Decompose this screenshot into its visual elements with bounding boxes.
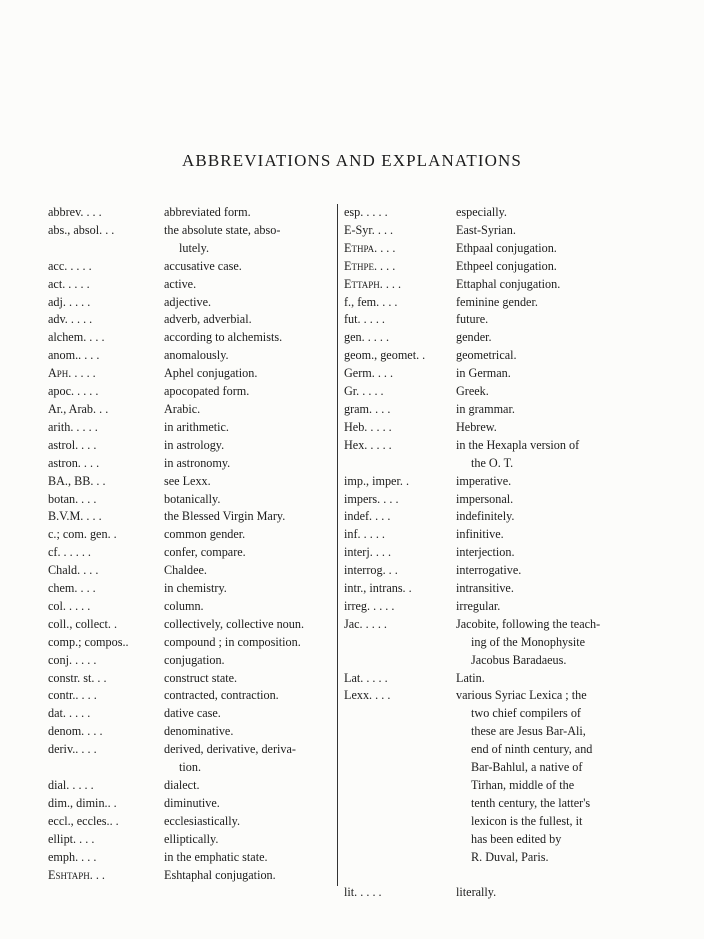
abbreviation-term: Aph. . . . .: [48, 366, 96, 381]
explanation-line: imperative.: [456, 473, 512, 488]
explanation-line: Hebrew.: [456, 419, 497, 434]
explanation-line: abbreviated form.: [164, 205, 251, 219]
abbreviation-explanation: [164, 616, 332, 634]
explanation-line: East-Syrian.: [456, 222, 516, 237]
explanation-line: column.: [164, 598, 204, 613]
explanation-line: Tirhan, middle of the: [471, 778, 575, 792]
explanation-line: interrogative.: [456, 563, 522, 578]
abbreviation-term: impers. . . .: [344, 491, 399, 506]
abbreviation-term: Ethpe. . . .: [344, 258, 396, 273]
abbreviation-term: botan. . . .: [48, 491, 97, 506]
abbreviation-explanation: [456, 580, 634, 598]
abbreviation-explanation: [164, 741, 332, 777]
abbreviation-explanation: [456, 508, 634, 526]
explanation-line: dative case.: [164, 706, 221, 721]
explanation-line: geometrical.: [456, 348, 517, 363]
abbreviation-term: dial. . . . .: [48, 778, 94, 792]
explanation-line: in grammar.: [456, 401, 515, 416]
explanation-line: Ethpaal conjugation.: [456, 240, 557, 255]
abbreviation-entry: [48, 831, 332, 849]
abbreviation-entry: [344, 562, 634, 580]
abbreviation-entry: [48, 311, 332, 329]
abbreviation-explanation: [164, 419, 332, 437]
abbreviation-explanation: [164, 544, 332, 562]
abbreviation-term: gram. . . .: [344, 401, 391, 416]
abbreviation-term: comp.; compos..: [48, 634, 129, 649]
abbreviation-explanation: [456, 419, 634, 437]
abbreviation-column-right: [344, 204, 634, 902]
abbreviation-explanation: [456, 526, 634, 544]
explanation-line: Jacobus Baradaeus.: [471, 652, 567, 667]
abbreviation-entry: [48, 634, 332, 652]
abbreviation-entry: [344, 401, 634, 419]
abbreviation-explanation: [164, 258, 332, 276]
abbreviation-term: gen. . . . .: [344, 330, 390, 345]
abbreviation-term: col. . . . .: [48, 598, 91, 613]
abbreviation-term: Ettaph. . . .: [344, 276, 402, 291]
explanation-line: adverb, adverbial.: [164, 312, 252, 327]
explanation-line: Greek.: [456, 384, 489, 399]
abbreviation-term: Lexx. . . .: [344, 688, 391, 703]
abbreviation-entry: [344, 419, 634, 437]
abbreviation-column-left: [48, 204, 332, 884]
abbreviation-term: cf. . . . . .: [48, 545, 91, 560]
explanation-line: contracted, contraction.: [164, 688, 279, 703]
abbreviation-term: arith. . . . .: [48, 419, 98, 434]
abbreviation-term: Ar., Arab. . .: [48, 401, 109, 416]
abbreviation-entry: [48, 276, 332, 294]
explanation-line: in astrology.: [164, 437, 225, 452]
abbreviation-term: intr., intrans. .: [344, 581, 412, 596]
abbreviation-term: coll., collect. .: [48, 616, 118, 631]
abbreviation-explanation: [456, 687, 634, 866]
abbreviation-explanation: [456, 598, 634, 616]
abbreviation-term: Eshtaph. . .: [48, 867, 105, 882]
abbreviation-explanation: [456, 491, 634, 509]
explanation-line: future.: [456, 312, 489, 327]
abbreviation-entry: [48, 222, 332, 258]
abbreviation-explanation: [456, 616, 634, 670]
abbreviation-term: adv. . . . .: [48, 312, 93, 327]
abbreviation-explanation: [164, 723, 332, 741]
abbreviation-term: irreg. . . . .: [344, 598, 395, 613]
explanation-line: collectively, collective noun.: [164, 616, 304, 631]
explanation-line: tenth century, the latter's: [471, 795, 591, 810]
abbreviation-entry: [344, 204, 634, 222]
abbreviation-entry: [344, 598, 634, 616]
abbreviation-entry: [48, 777, 332, 795]
abbreviation-explanation: [164, 867, 332, 885]
abbreviation-term: Jac. . . . .: [344, 616, 387, 631]
abbreviation-explanation: [456, 294, 634, 312]
explanation-line: impersonal.: [456, 491, 514, 506]
abbreviation-explanation: [164, 634, 332, 652]
abbreviation-term: Hex. . . . .: [344, 437, 392, 452]
explanation-line: Arabic.: [164, 401, 201, 416]
abbreviation-term: Chald. . . .: [48, 563, 99, 578]
explanation-line: confer, compare.: [164, 545, 246, 560]
abbreviation-term: Ethpa. . . .: [344, 240, 396, 255]
explanation-line: elliptically.: [164, 831, 219, 846]
explanation-line: Aphel conjugation.: [164, 366, 258, 381]
abbreviation-entry: [48, 580, 332, 598]
abbreviation-entry: [48, 849, 332, 867]
explanation-line: end of ninth century, and: [471, 742, 593, 757]
explanation-line: accusative case.: [164, 258, 242, 273]
explanation-line: interjection.: [456, 545, 515, 560]
explanation-line: in the Hexapla version of: [456, 437, 580, 452]
explanation-line: conjugation.: [164, 652, 225, 667]
explanation-line: anomalously.: [164, 348, 229, 363]
abbreviation-entry: [344, 258, 634, 276]
abbreviation-term: alchem. . . .: [48, 330, 105, 345]
abbreviation-term: c.; com. gen. .: [48, 527, 117, 542]
abbreviation-explanation: [456, 401, 634, 419]
abbreviation-entry: [344, 276, 634, 294]
abbreviation-entry: [48, 652, 332, 670]
abbreviation-entry: [344, 508, 634, 526]
explanation-line: intransitive.: [456, 581, 514, 596]
explanation-line: literally.: [456, 885, 497, 900]
abbreviation-explanation: [164, 383, 332, 401]
abbreviation-explanation: [164, 276, 332, 294]
abbreviation-term: inf. . . . .: [344, 527, 385, 542]
abbreviation-entry: [344, 240, 634, 258]
explanation-line: infinitive.: [456, 527, 504, 542]
explanation-line: Ethpeel conjugation.: [456, 258, 557, 273]
abbreviation-explanation: [456, 240, 634, 258]
abbreviation-entry: [48, 491, 332, 509]
abbreviation-entry: [344, 383, 634, 401]
abbreviation-term: dat. . . . .: [48, 706, 91, 721]
abbreviation-entry: [344, 616, 634, 670]
abbreviation-explanation: [456, 258, 634, 276]
abbreviation-explanation: [164, 401, 332, 419]
explanation-line: especially.: [456, 205, 507, 219]
explanation-line: in chemistry.: [164, 581, 227, 596]
abbreviation-entry: [344, 526, 634, 544]
abbreviation-explanation: [456, 473, 634, 491]
abbreviation-entry: [48, 795, 332, 813]
abbreviation-entry: [48, 329, 332, 347]
abbreviation-term: contr.. . . .: [48, 688, 97, 703]
abbreviation-entry: [344, 347, 634, 365]
abbreviation-term: abs., absol. . .: [48, 222, 115, 237]
abbreviation-term: indef. . . .: [344, 509, 391, 524]
abbreviation-term: interj. . . .: [344, 545, 392, 560]
abbreviation-entry: [48, 813, 332, 831]
abbreviation-explanation: [456, 437, 634, 473]
abbreviation-explanation: [456, 329, 634, 347]
abbreviation-term: apoc. . . . .: [48, 384, 99, 399]
abbreviation-entry: [344, 311, 634, 329]
abbreviation-explanation: [164, 795, 332, 813]
abbreviation-term: BA., BB. . .: [48, 473, 106, 488]
abbreviation-explanation: [164, 204, 332, 222]
abbreviation-term: constr. st. . .: [48, 670, 107, 685]
abbreviation-entry: [344, 222, 634, 240]
explanation-line: Eshtaphal conjugation.: [164, 867, 276, 882]
abbreviation-entry: [344, 544, 634, 562]
abbreviation-term: astron. . . .: [48, 455, 100, 470]
explanation-line: Jacobite, following the teach-: [456, 616, 601, 631]
entry-gap: [344, 867, 634, 885]
abbreviation-entry: [48, 598, 332, 616]
abbreviation-explanation: [456, 562, 634, 580]
abbreviation-term: fut. . . . .: [344, 312, 385, 327]
abbreviation-entry: [344, 473, 634, 491]
explanation-line: the absolute state, abso-: [164, 222, 281, 237]
abbreviation-entry: [48, 867, 332, 885]
abbreviation-term: imp., imper. .: [344, 473, 409, 488]
explanation-line: these are Jesus Bar-Ali,: [471, 724, 586, 739]
abbreviation-entry: [344, 365, 634, 383]
abbreviation-entry: [344, 670, 634, 688]
abbreviation-term: eccl., eccles.. .: [48, 813, 119, 828]
abbreviation-entry: [48, 365, 332, 383]
abbreviation-explanation: [164, 437, 332, 455]
abbreviation-entry: [48, 616, 332, 634]
abbreviation-term: dim., dimin.. .: [48, 795, 117, 810]
abbreviation-term: Germ. . . .: [344, 366, 394, 381]
abbreviation-entry: [48, 544, 332, 562]
explanation-line: various Syriac Lexica ; the: [456, 688, 587, 703]
abbreviation-entry: [48, 741, 332, 777]
abbreviation-entry: [344, 580, 634, 598]
explanation-line: construct state.: [164, 670, 238, 685]
abbreviation-explanation: [164, 365, 332, 383]
explanation-line: indefinitely.: [456, 509, 515, 524]
explanation-line: Latin.: [456, 670, 485, 685]
abbreviation-explanation: [164, 813, 332, 831]
abbreviation-explanation: [456, 670, 634, 688]
abbreviation-term: act. . . . .: [48, 276, 90, 291]
explanation-line: see Lexx.: [164, 473, 211, 488]
abbreviation-explanation: [164, 455, 332, 473]
explanation-line: Ettaphal conjugation.: [456, 276, 561, 291]
explanation-line: has been edited by: [471, 831, 562, 846]
abbreviation-explanation: [164, 562, 332, 580]
page-title: ABBREVIATIONS AND EXPLANATIONS: [182, 151, 522, 170]
explanation-line: ecclesiastically.: [164, 813, 241, 828]
explanation-line: common gender.: [164, 527, 246, 542]
explanation-line: dialect.: [164, 778, 200, 792]
explanation-line: denominative.: [164, 724, 234, 739]
abbreviation-term: interrog. . .: [344, 563, 398, 578]
abbreviation-explanation: [164, 598, 332, 616]
abbreviation-explanation: [164, 652, 332, 670]
explanation-line: the O. T.: [471, 455, 514, 470]
abbreviation-explanation: [164, 311, 332, 329]
abbreviation-explanation: [164, 580, 332, 598]
explanation-line: in German.: [456, 366, 511, 381]
abbreviation-term: esp. . . . .: [344, 205, 388, 219]
abbreviation-entry: [344, 437, 634, 473]
explanation-line: in the emphatic state.: [164, 849, 268, 864]
abbreviation-explanation: [456, 383, 634, 401]
abbreviation-term: E-Syr. . . .: [344, 222, 394, 237]
abbreviation-term: adj. . . . .: [48, 294, 91, 309]
abbreviation-term: f., fem. . . .: [344, 294, 398, 309]
abbreviation-term: geom., geomet. .: [344, 348, 426, 363]
abbreviation-entry: [48, 508, 332, 526]
abbreviation-entry: [48, 383, 332, 401]
abbreviation-term: ellipt. . . .: [48, 831, 95, 846]
abbreviation-entry: [344, 884, 634, 902]
column-divider: [337, 204, 338, 886]
abbreviation-explanation: [164, 222, 332, 258]
explanation-line: in arithmetic.: [164, 419, 229, 434]
abbreviation-entry: [48, 347, 332, 365]
abbreviation-explanation: [164, 705, 332, 723]
explanation-line: apocopated form.: [164, 384, 250, 399]
explanation-line: diminutive.: [164, 795, 220, 810]
abbreviation-explanation: [164, 491, 332, 509]
abbreviation-term: emph. . . .: [48, 849, 97, 864]
abbreviation-explanation: [164, 831, 332, 849]
explanation-line: irregular.: [456, 598, 501, 613]
abbreviation-entry: [344, 329, 634, 347]
explanation-line: derived, derivative, deriva-: [164, 742, 296, 757]
abbreviation-entry: [48, 705, 332, 723]
abbreviation-entry: [48, 294, 332, 312]
abbreviation-term: acc. . . . .: [48, 258, 92, 273]
abbreviation-term: Lat. . . . .: [344, 670, 388, 685]
abbreviation-explanation: [164, 849, 332, 867]
abbreviation-entry: [48, 687, 332, 705]
abbreviation-entry: [48, 437, 332, 455]
abbreviation-entry: [48, 473, 332, 491]
abbreviation-entry: [48, 419, 332, 437]
explanation-line: adjective.: [164, 294, 212, 309]
abbreviation-term: Gr. . . . .: [344, 384, 384, 399]
explanation-line: in astronomy.: [164, 455, 231, 470]
explanation-line: compound ; in composition.: [164, 634, 301, 649]
abbreviation-term: conj. . . . .: [48, 652, 97, 667]
abbreviation-explanation: [164, 687, 332, 705]
abbreviation-explanation: [456, 311, 634, 329]
abbreviation-explanation: [456, 222, 634, 240]
explanation-line: ing of the Monophysite: [471, 634, 586, 649]
abbreviation-term: anom.. . . .: [48, 348, 100, 363]
explanation-line: botanically.: [164, 491, 221, 506]
abbreviation-explanation: [164, 777, 332, 795]
abbreviation-explanation: [164, 508, 332, 526]
abbreviation-explanation: [164, 473, 332, 491]
explanation-line: the Blessed Virgin Mary.: [164, 509, 286, 524]
explanation-line: feminine gender.: [456, 294, 538, 309]
abbreviation-explanation: [456, 347, 634, 365]
abbreviation-entry: [48, 670, 332, 688]
abbreviation-entry: [344, 491, 634, 509]
abbreviation-explanation: [456, 276, 634, 294]
abbreviation-term: abbrev. . . .: [48, 205, 102, 219]
abbreviation-term: B.V.M. . . .: [48, 509, 102, 524]
abbreviation-entry: [48, 401, 332, 419]
abbreviation-explanation: [164, 294, 332, 312]
abbreviation-entry: [48, 723, 332, 741]
abbreviation-entry: [48, 258, 332, 276]
abbreviation-term: Heb. . . . .: [344, 419, 392, 434]
explanation-line: lutely.: [179, 240, 210, 255]
abbreviation-explanation: [456, 365, 634, 383]
abbreviation-term: deriv.. . . .: [48, 742, 97, 757]
explanation-line: tion.: [179, 760, 202, 775]
explanation-line: Bar-Bahlul, a native of: [471, 760, 583, 775]
abbreviation-explanation: [456, 204, 634, 222]
abbreviation-explanation: [164, 329, 332, 347]
abbreviation-term: chem. . . .: [48, 581, 96, 596]
explanation-line: according to alchemists.: [164, 330, 283, 345]
abbreviation-explanation: [456, 884, 634, 902]
abbreviation-entry: [344, 294, 634, 312]
explanation-line: Chaldee.: [164, 563, 207, 578]
abbreviation-entry: [48, 562, 332, 580]
abbreviation-entry: [344, 687, 634, 866]
abbreviation-explanation: [456, 544, 634, 562]
abbreviation-entry: [48, 455, 332, 473]
abbreviation-entry: [48, 204, 332, 222]
explanation-line: R. Duval, Paris.: [471, 849, 549, 864]
explanation-line: gender.: [456, 330, 492, 345]
explanation-line: lexicon is the fullest, it: [471, 813, 583, 828]
abbreviation-term: astrol. . . .: [48, 437, 97, 452]
abbreviation-explanation: [164, 347, 332, 365]
abbreviation-entry: [48, 526, 332, 544]
abbreviation-explanation: [164, 526, 332, 544]
abbreviation-term: denom. . . .: [48, 724, 103, 739]
abbreviation-explanation: [164, 670, 332, 688]
explanation-line: active.: [164, 276, 197, 291]
explanation-line: two chief compilers of: [471, 706, 581, 721]
abbreviation-term: lit. . . . .: [344, 885, 382, 900]
